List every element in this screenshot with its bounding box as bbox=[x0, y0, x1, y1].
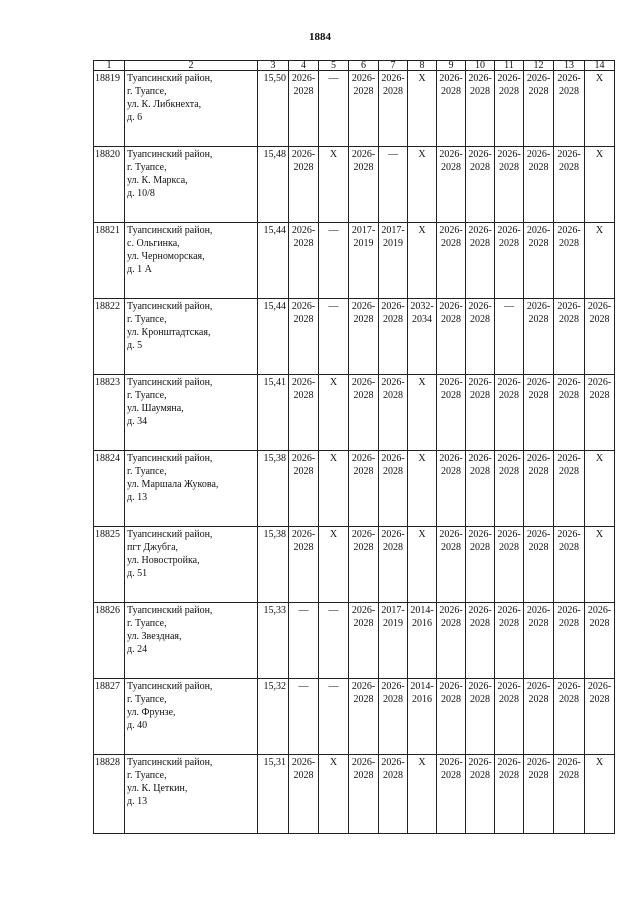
column-header: 5 bbox=[319, 61, 349, 71]
period-cell: 2026- 2028 bbox=[466, 71, 495, 147]
row-number-cell: 18825 bbox=[94, 527, 125, 603]
period-cell: — bbox=[319, 223, 349, 299]
period-cell: 2026- 2028 bbox=[495, 71, 524, 147]
period-cell: 2026- 2028 bbox=[554, 223, 585, 299]
period-cell: 2026- 2028 bbox=[524, 71, 554, 147]
column-header: 9 bbox=[437, 61, 466, 71]
column-header: 11 bbox=[495, 61, 524, 71]
period-cell: 2017- 2019 bbox=[379, 603, 408, 679]
period-cell: X bbox=[408, 147, 437, 223]
period-cell: 2026- 2028 bbox=[554, 679, 585, 755]
period-cell: 2026- 2028 bbox=[349, 299, 379, 375]
period-cell: 2026- 2028 bbox=[524, 679, 554, 755]
period-cell: 2026- 2028 bbox=[554, 527, 585, 603]
period-cell: 2014- 2016 bbox=[408, 679, 437, 755]
period-cell: 2026- 2028 bbox=[349, 451, 379, 527]
period-cell: 2026- 2028 bbox=[437, 679, 466, 755]
area-cell: 15,48 bbox=[258, 147, 289, 223]
period-cell: 2026- 2028 bbox=[466, 679, 495, 755]
period-cell: 2026- 2028 bbox=[437, 223, 466, 299]
area-cell: 15,50 bbox=[258, 71, 289, 147]
column-header: 7 bbox=[379, 61, 408, 71]
period-cell: 2026- 2028 bbox=[495, 223, 524, 299]
period-cell: 2026- 2028 bbox=[554, 71, 585, 147]
period-cell: 2026- 2028 bbox=[437, 299, 466, 375]
column-header: 2 bbox=[125, 61, 258, 71]
period-cell: 2026- 2028 bbox=[554, 147, 585, 223]
period-cell: 2026- 2028 bbox=[437, 451, 466, 527]
period-cell: 2026- 2028 bbox=[524, 147, 554, 223]
column-header: 3 bbox=[258, 61, 289, 71]
period-cell: X bbox=[585, 147, 615, 223]
period-cell: 2026- 2028 bbox=[585, 375, 615, 451]
page-number: 1884 bbox=[309, 31, 331, 43]
period-cell: — bbox=[319, 299, 349, 375]
column-header: 1 bbox=[94, 61, 125, 71]
period-cell: 2026- 2028 bbox=[524, 603, 554, 679]
table-row bbox=[94, 223, 615, 299]
period-cell: 2032- 2034 bbox=[408, 299, 437, 375]
address-cell: Туапсинский район, пгт Джубга, ул. Новостройка, д. 51 bbox=[125, 527, 258, 603]
period-cell: 2026- 2028 bbox=[554, 603, 585, 679]
period-cell: 2026- 2028 bbox=[495, 451, 524, 527]
table-row bbox=[94, 451, 615, 527]
period-cell: X bbox=[319, 451, 349, 527]
period-cell: 2026- 2028 bbox=[554, 299, 585, 375]
column-header: 14 bbox=[585, 61, 615, 71]
period-cell: 2026- 2028 bbox=[437, 603, 466, 679]
table-row bbox=[94, 603, 615, 679]
area-cell: 15,38 bbox=[258, 527, 289, 603]
row-number-cell: 18828 bbox=[94, 755, 125, 834]
period-cell: X bbox=[408, 527, 437, 603]
table-row bbox=[94, 375, 615, 451]
column-header: 12 bbox=[524, 61, 554, 71]
header-row bbox=[94, 61, 615, 71]
period-cell: 2026- 2028 bbox=[466, 223, 495, 299]
period-cell: 2026- 2028 bbox=[466, 451, 495, 527]
period-cell: 2026- 2028 bbox=[495, 375, 524, 451]
period-cell: 2026- 2028 bbox=[349, 527, 379, 603]
area-cell: 15,44 bbox=[258, 299, 289, 375]
address-cell: Туапсинский район, г. Туапсе, ул. К. Маркса, д. 10/8 bbox=[125, 147, 258, 223]
period-cell: 2026- 2028 bbox=[349, 71, 379, 147]
period-cell: 2026- 2028 bbox=[554, 375, 585, 451]
period-cell: 2026- 2028 bbox=[289, 147, 319, 223]
period-cell: X bbox=[319, 375, 349, 451]
address-cell: Туапсинский район, с. Ольгинка, ул. Черноморская, д. 1 А bbox=[125, 223, 258, 299]
row-number-cell: 18827 bbox=[94, 679, 125, 755]
period-cell: 2026- 2028 bbox=[495, 755, 524, 834]
period-cell: 2026- 2028 bbox=[437, 147, 466, 223]
period-cell: X bbox=[408, 755, 437, 834]
period-cell: 2026- 2028 bbox=[289, 527, 319, 603]
period-cell: 2026- 2028 bbox=[437, 71, 466, 147]
period-cell: 2026- 2028 bbox=[289, 755, 319, 834]
housing-table bbox=[93, 60, 615, 834]
period-cell: 2026- 2028 bbox=[495, 603, 524, 679]
address-cell: Туапсинский район, г. Туапсе, ул. Шаумяна, д. 34 bbox=[125, 375, 258, 451]
table-row bbox=[94, 299, 615, 375]
period-cell: 2026- 2028 bbox=[495, 679, 524, 755]
period-cell: 2026- 2028 bbox=[379, 755, 408, 834]
column-header: 4 bbox=[289, 61, 319, 71]
period-cell: 2026- 2028 bbox=[349, 679, 379, 755]
period-cell: — bbox=[379, 147, 408, 223]
period-cell: 2026- 2028 bbox=[524, 223, 554, 299]
table-row bbox=[94, 71, 615, 147]
period-cell: 2026- 2028 bbox=[495, 527, 524, 603]
period-cell: 2026- 2028 bbox=[379, 375, 408, 451]
period-cell: X bbox=[585, 755, 615, 834]
period-cell: — bbox=[289, 603, 319, 679]
period-cell: — bbox=[319, 679, 349, 755]
period-cell: X bbox=[585, 223, 615, 299]
address-cell: Туапсинский район, г. Туапсе, ул. К. Либкнехта, д. 6 bbox=[125, 71, 258, 147]
period-cell: X bbox=[408, 71, 437, 147]
row-number-cell: 18823 bbox=[94, 375, 125, 451]
row-number-cell: 18826 bbox=[94, 603, 125, 679]
period-cell: 2026- 2028 bbox=[554, 451, 585, 527]
period-cell: X bbox=[585, 451, 615, 527]
period-cell: 2026- 2028 bbox=[379, 71, 408, 147]
area-cell: 15,31 bbox=[258, 755, 289, 834]
period-cell: 2026- 2028 bbox=[349, 375, 379, 451]
address-cell: Туапсинский район, г. Туапсе, ул. К. Цеткин, д. 13 bbox=[125, 755, 258, 834]
row-number-cell: 18821 bbox=[94, 223, 125, 299]
period-cell: 2026- 2028 bbox=[466, 527, 495, 603]
period-cell: 2026- 2028 bbox=[379, 527, 408, 603]
period-cell: 2026- 2028 bbox=[585, 679, 615, 755]
period-cell: 2026- 2028 bbox=[554, 755, 585, 834]
row-number-cell: 18824 bbox=[94, 451, 125, 527]
table-row bbox=[94, 147, 615, 223]
period-cell: X bbox=[408, 375, 437, 451]
address-cell: Туапсинский район, г. Туапсе, ул. Фрунзе, д. 40 bbox=[125, 679, 258, 755]
period-cell: X bbox=[408, 451, 437, 527]
period-cell: 2014- 2016 bbox=[408, 603, 437, 679]
area-cell: 15,32 bbox=[258, 679, 289, 755]
period-cell: 2026- 2028 bbox=[466, 147, 495, 223]
period-cell: 2026- 2028 bbox=[524, 375, 554, 451]
column-header: 6 bbox=[349, 61, 379, 71]
area-cell: 15,44 bbox=[258, 223, 289, 299]
period-cell: 2017- 2019 bbox=[349, 223, 379, 299]
column-header: 10 bbox=[466, 61, 495, 71]
period-cell: — bbox=[319, 603, 349, 679]
period-cell: 2026- 2028 bbox=[437, 755, 466, 834]
column-header: 8 bbox=[408, 61, 437, 71]
period-cell: 2026- 2028 bbox=[379, 299, 408, 375]
period-cell: 2026- 2028 bbox=[379, 679, 408, 755]
period-cell: 2026- 2028 bbox=[495, 147, 524, 223]
period-cell: 2026- 2028 bbox=[289, 223, 319, 299]
period-cell: 2026- 2028 bbox=[466, 755, 495, 834]
period-cell: 2026- 2028 bbox=[289, 71, 319, 147]
period-cell: 2026- 2028 bbox=[437, 375, 466, 451]
address-cell: Туапсинский район, г. Туапсе, ул. Маршала Жукова, д. 13 bbox=[125, 451, 258, 527]
period-cell: 2026- 2028 bbox=[524, 299, 554, 375]
area-cell: 15,41 bbox=[258, 375, 289, 451]
period-cell: X bbox=[319, 147, 349, 223]
period-cell: — bbox=[319, 71, 349, 147]
address-cell: Туапсинский район, г. Туапсе, ул. Кронштадтская, д. 5 bbox=[125, 299, 258, 375]
period-cell: X bbox=[585, 71, 615, 147]
table-row bbox=[94, 679, 615, 755]
period-cell: 2026- 2028 bbox=[379, 451, 408, 527]
period-cell: 2026- 2028 bbox=[289, 299, 319, 375]
row-number-cell: 18819 bbox=[94, 71, 125, 147]
period-cell: 2026- 2028 bbox=[289, 375, 319, 451]
period-cell: 2026- 2028 bbox=[585, 299, 615, 375]
period-cell: 2026- 2028 bbox=[524, 527, 554, 603]
row-number-cell: 18820 bbox=[94, 147, 125, 223]
period-cell: X bbox=[408, 223, 437, 299]
row-number-cell: 18822 bbox=[94, 299, 125, 375]
period-cell: X bbox=[319, 755, 349, 834]
period-cell: 2017- 2019 bbox=[379, 223, 408, 299]
period-cell: 2026- 2028 bbox=[524, 755, 554, 834]
period-cell: 2026- 2028 bbox=[585, 603, 615, 679]
table-row bbox=[94, 755, 615, 834]
period-cell: 2026- 2028 bbox=[349, 755, 379, 834]
period-cell: X bbox=[319, 527, 349, 603]
period-cell: 2026- 2028 bbox=[524, 451, 554, 527]
period-cell: 2026- 2028 bbox=[289, 451, 319, 527]
period-cell: 2026- 2028 bbox=[437, 527, 466, 603]
period-cell: — bbox=[289, 679, 319, 755]
period-cell: 2026- 2028 bbox=[466, 603, 495, 679]
period-cell: 2026- 2028 bbox=[466, 375, 495, 451]
period-cell: 2026- 2028 bbox=[466, 299, 495, 375]
period-cell: 2026- 2028 bbox=[349, 603, 379, 679]
area-cell: 15,38 bbox=[258, 451, 289, 527]
table-row bbox=[94, 527, 615, 603]
period-cell: — bbox=[495, 299, 524, 375]
column-header: 13 bbox=[554, 61, 585, 71]
address-cell: Туапсинский район, г. Туапсе, ул. Звездная, д. 24 bbox=[125, 603, 258, 679]
area-cell: 15,33 bbox=[258, 603, 289, 679]
period-cell: X bbox=[585, 527, 615, 603]
period-cell: 2026- 2028 bbox=[349, 147, 379, 223]
